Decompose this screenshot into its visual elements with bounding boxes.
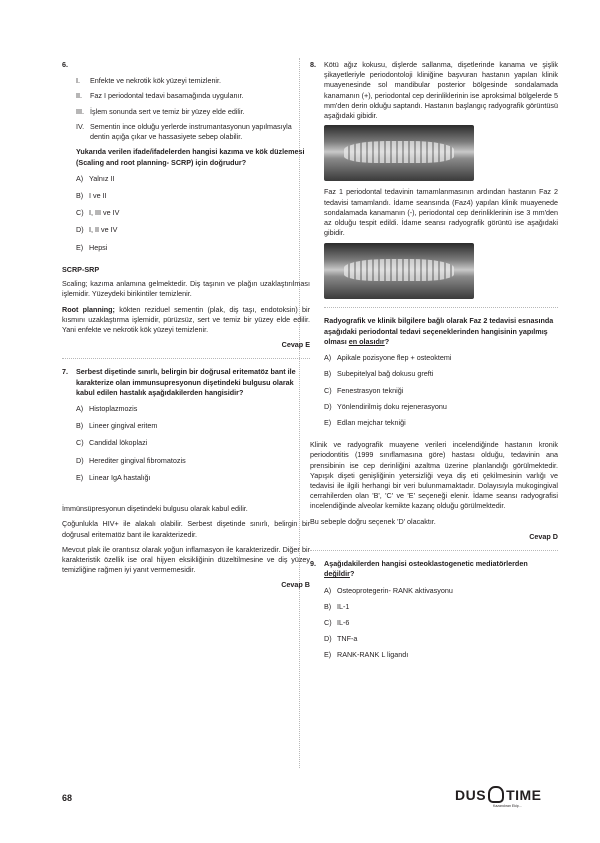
statement-text: Enfekte ve nekrotik kök yüzeyi temizlenir. bbox=[90, 76, 222, 86]
panoramic-xray-initial bbox=[324, 125, 474, 181]
statement-list bbox=[76, 76, 310, 142]
left-column bbox=[62, 60, 310, 591]
option-b[interactable]: B) I ve II bbox=[76, 190, 107, 200]
option-e[interactable]: E) Hepsi bbox=[76, 242, 108, 252]
logo-text-left: DUS bbox=[455, 786, 487, 803]
dustime-logo bbox=[455, 786, 542, 808]
statement-text: İşlem sonunda sert ve temiz bir yüzey elde edilir. bbox=[90, 106, 245, 116]
question-text: Yukarıda verilen ifade/ifadelerden hangisi kazıma ve kök düzlemesi (Scaling and root planning- SCRP) için doğrudur? bbox=[76, 147, 305, 167]
right-column bbox=[310, 60, 558, 667]
option-b[interactable]: B) Subepitelyal bağ dokusu grefti bbox=[324, 369, 434, 379]
explanation-title: SCRP-SRP bbox=[62, 264, 100, 274]
tooth-icon bbox=[488, 786, 504, 803]
question-number: 6. bbox=[62, 60, 68, 69]
option-b[interactable]: B) IL-1 bbox=[324, 601, 350, 611]
option-e[interactable]: E) Edlan mejchar tekniği bbox=[324, 417, 406, 427]
statement-numeral: III. bbox=[76, 106, 84, 116]
panoramic-xray-maintenance bbox=[324, 243, 474, 299]
option-list bbox=[324, 353, 558, 428]
explanation-paragraph: Mevcut plak ile orantısız olarak yoğun inflamasyon ile karakterizedir. Diğer bir karakteristik özellik ise oral hijyen eksikliğinin düzeltilmesine ve diş yüzey temizliğine rağmen iyi yanıt vermemesidir. bbox=[62, 544, 310, 575]
logo-text-right: TIME bbox=[506, 786, 542, 803]
emphasis-underline: değildir bbox=[324, 569, 350, 579]
explanation-paragraph: Bu sebeple doğru seçenek 'D' olacaktır. bbox=[310, 516, 436, 526]
question-separator bbox=[62, 358, 310, 359]
explanation-paragraph: İmmünsüpresyonun dişetindeki bulgusu olarak kabul edilir. bbox=[62, 504, 248, 514]
statement-text: Sementin ince olduğu yerlerde instrumantasyonun yapılmasıyla dentin açığa çıkar ve hassasiyete sebep olabilir. bbox=[90, 121, 292, 142]
explanation-paragraph: Root planning; kökten reziduel sementin (plak, diş taşı, endotoksin) bir kısmını uzaklaştırma işlemidir, pürüzsüz, sert ve temiz bir yüzey elde edilir. Yani enfekte ve nekrotik kök yüzeyi temizlenir. bbox=[62, 304, 311, 334]
question-text: Radyografik ve klinik bilgilere bağlı olarak Faz 2 tedavisi esnasında aşağıdaki periodontal tedavi seçeneklerinden hangisinin yapılmış olması en olasıdır? bbox=[324, 316, 554, 346]
statement-text: Faz I periodontal tedavi basamağında uygulanır. bbox=[90, 91, 244, 101]
answer-label: Cevap E bbox=[281, 340, 310, 350]
logo-tagline: Kazandıran Ekip... bbox=[493, 804, 522, 808]
option-d[interactable]: D) TNF-a bbox=[324, 634, 358, 644]
explanation-paragraph: Scaling; kazıma anlamına gelmektedir. Diş taşının ve plağın uzaklaştırılması işlemidir. Yüzeydeki birikintiler temizlenir. bbox=[62, 279, 310, 299]
option-e[interactable]: E) Linear IgA hastalığı bbox=[76, 472, 151, 482]
question-separator bbox=[310, 550, 558, 551]
question-6 bbox=[62, 60, 310, 350]
question-separator bbox=[324, 307, 558, 308]
question-9 bbox=[310, 559, 558, 661]
option-a[interactable]: A) Histoplazmozis bbox=[76, 404, 138, 414]
option-list bbox=[76, 174, 310, 253]
option-list bbox=[76, 404, 310, 483]
statement bbox=[76, 122, 310, 142]
root-planning-term: Root planning; bbox=[62, 304, 115, 314]
option-c[interactable]: C) I, III ve IV bbox=[76, 208, 120, 218]
question-7 bbox=[62, 367, 310, 590]
question-intro: Kötü ağız kokusu, dişlerde sallanma, dişetlerinde kanama ve şişlik şikayetleriyle periodontoloji kliniğine başvuran hastanın yapılan klinik muayenesinde sol mandibular posterior bölgesinde sondalamada kanamanın (+), periodontal cep derinliklerinin ise aproksimal bölgelerde 5 mm'den derin olduğu saptandı. Hastanın başlangıç radyografik görüntüsü aşağıdaki gibidir. bbox=[324, 60, 558, 121]
option-e[interactable]: E) RANK-RANK L ligandı bbox=[324, 650, 409, 660]
option-d[interactable]: D) Yönlendirilmiş doku rejenerasyonu bbox=[324, 401, 447, 411]
statement bbox=[76, 107, 310, 117]
statement bbox=[76, 91, 310, 101]
emphasis-underline: en olasıdır bbox=[348, 336, 385, 346]
option-d[interactable]: D) Herediter gingival fibromatozis bbox=[76, 455, 186, 465]
statement-numeral: IV. bbox=[76, 121, 85, 131]
explanation-paragraph: Klinik ve radyografik muayene verileri incelendiğinde hastanın kronik periodontitis (1999 sınıflamasına göre) hastası olduğu, tedavinin ana prensibinin ise cep derinliğini azaltma üzerine planlandığı görülmektedir. Yapışık dişeti genişliğinin yetersizliği veya diş eti çekilmesinin varlığı ve tedavisi ile ilgili herhangi bir veri bulunmamaktadır. Dolayısıyla mukogingival cerrahilerden olan 'B', 'C' ve 'E' seçeneği elenir. İdame seansı radyografisi incelendiğinde alveolar kemikte kazanç olduğu görülmektedir. bbox=[310, 440, 558, 511]
statement bbox=[76, 76, 310, 86]
question-text: Aşağıdakilerden hangisi osteoklastogenetic mediatörlerden değildir? bbox=[324, 559, 528, 579]
option-a[interactable]: A) Osteoprotegerin- RANK aktivasyonu bbox=[324, 585, 453, 595]
explanation-paragraph: Çoğunlukla HIV+ ile alakalı olabilir. Serbest dişetinde sınırlı, belirgin bir doğrusal eritematöz bant ile karakterizedir. bbox=[62, 519, 310, 539]
answer-label: Cevap D bbox=[529, 531, 558, 541]
option-c[interactable]: C) Fenestrasyon tekniği bbox=[324, 385, 404, 395]
page-number: 68 bbox=[62, 793, 73, 803]
answer-label: Cevap B bbox=[281, 580, 310, 590]
option-d[interactable]: D) I, II ve IV bbox=[76, 225, 118, 235]
question-number: 8. bbox=[310, 60, 316, 69]
option-c[interactable]: C) Candidal lökoplazi bbox=[76, 438, 148, 448]
option-b[interactable]: B) Lineer gingival eritem bbox=[76, 421, 158, 431]
option-c[interactable]: C) IL-6 bbox=[324, 618, 350, 627]
statement-numeral: I. bbox=[76, 76, 80, 86]
question-text: Serbest dişetinde sınırlı, belirgin bir doğrusal eritematöz bant ile karakterize olan immunsupresyonun dişetindeki bulgusu olarak kabul edilen hastalık aşağıdakilerden hangisidir? bbox=[76, 367, 296, 397]
question-number: 9. bbox=[310, 559, 316, 569]
option-list bbox=[324, 586, 558, 661]
question-8 bbox=[310, 60, 558, 542]
option-a[interactable]: A) Yalnız II bbox=[76, 173, 115, 183]
question-middle-text: Faz 1 periodontal tedavinin tamamlanmasının ardından hastanın Faz 2 tedavisi tamamlandı. İdame seansında (Faz4) yapılan klinik muayenede sondalamada kanamanın (-), periodontal cep derinliklerinin ise 3 mm'den az olduğu tespit edildi. İdame seansı radyografik görüntü ise aşağıdaki gibidir. bbox=[324, 187, 558, 238]
question-number: 7. bbox=[62, 367, 68, 377]
statement-numeral: II. bbox=[76, 91, 82, 101]
option-a[interactable]: A) Apikale pozisyone flep + osteoktemi bbox=[324, 353, 452, 363]
